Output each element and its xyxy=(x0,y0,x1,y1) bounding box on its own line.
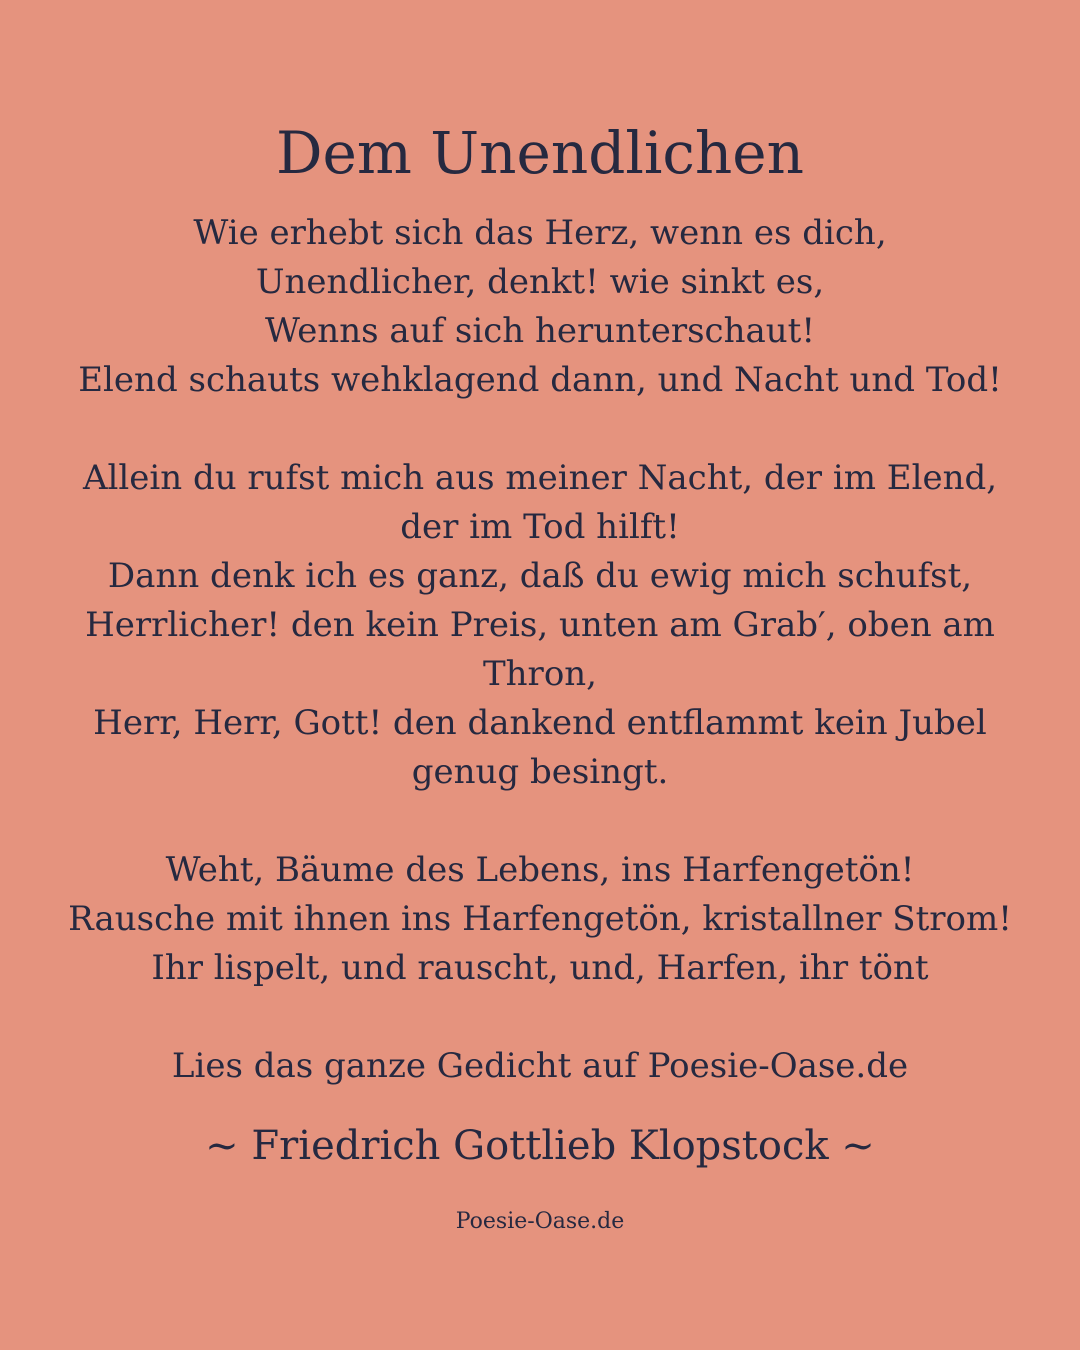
read-full-poem-text: Lies das ganze Gedicht auf Poesie-Oase.de xyxy=(171,1046,909,1086)
stanza-1 xyxy=(40,209,1040,405)
stanza-gap xyxy=(40,405,1040,454)
poem-line: Rausche mit ihnen ins Harfengetön, kristallner Strom! xyxy=(68,899,1012,939)
site-watermark: Poesie-Oase.de xyxy=(455,1209,625,1234)
poem-line: Unendlicher, denkt! wie sinkt es, xyxy=(255,262,825,302)
stanza-2 xyxy=(40,454,1040,797)
poem-line: Wenns auf sich herunterschaut! xyxy=(265,311,815,351)
poem-line: Wie erhebt sich das Herz, wenn es dich, xyxy=(193,213,887,253)
poem-author: ~ Friedrich Gottlieb Klopstock ~ xyxy=(205,1123,875,1169)
poem-line: Herr, Herr, Gott! den dankend entflammt kein Jubel xyxy=(93,703,987,743)
poem-body xyxy=(40,209,1040,993)
poem-line: Thron, xyxy=(482,654,597,694)
poem-line: der im Tod hilft! xyxy=(400,507,680,547)
poem-line: Dann denk ich es ganz, daß du ewig mich schufst, xyxy=(107,556,973,596)
poem-title: Dem Unendlichen xyxy=(276,119,804,187)
poem-line: Weht, Bäume des Lebens, ins Harfengetön! xyxy=(165,850,915,890)
poem-line: Elend schauts wehklagend dann, und Nacht und Tod! xyxy=(78,360,1002,400)
stanza-gap xyxy=(40,797,1040,846)
poem-line: Allein du rufst mich aus meiner Nacht, der im Elend, xyxy=(82,458,998,498)
poem-line: genug besingt. xyxy=(411,752,669,792)
stanza-3 xyxy=(40,846,1040,993)
poem-line: Herrlicher! den kein Preis, unten am Grab′, oben am xyxy=(85,605,995,645)
poem-line: Ihr lispelt, und rauscht, und, Harfen, ihr tönt xyxy=(151,948,929,988)
